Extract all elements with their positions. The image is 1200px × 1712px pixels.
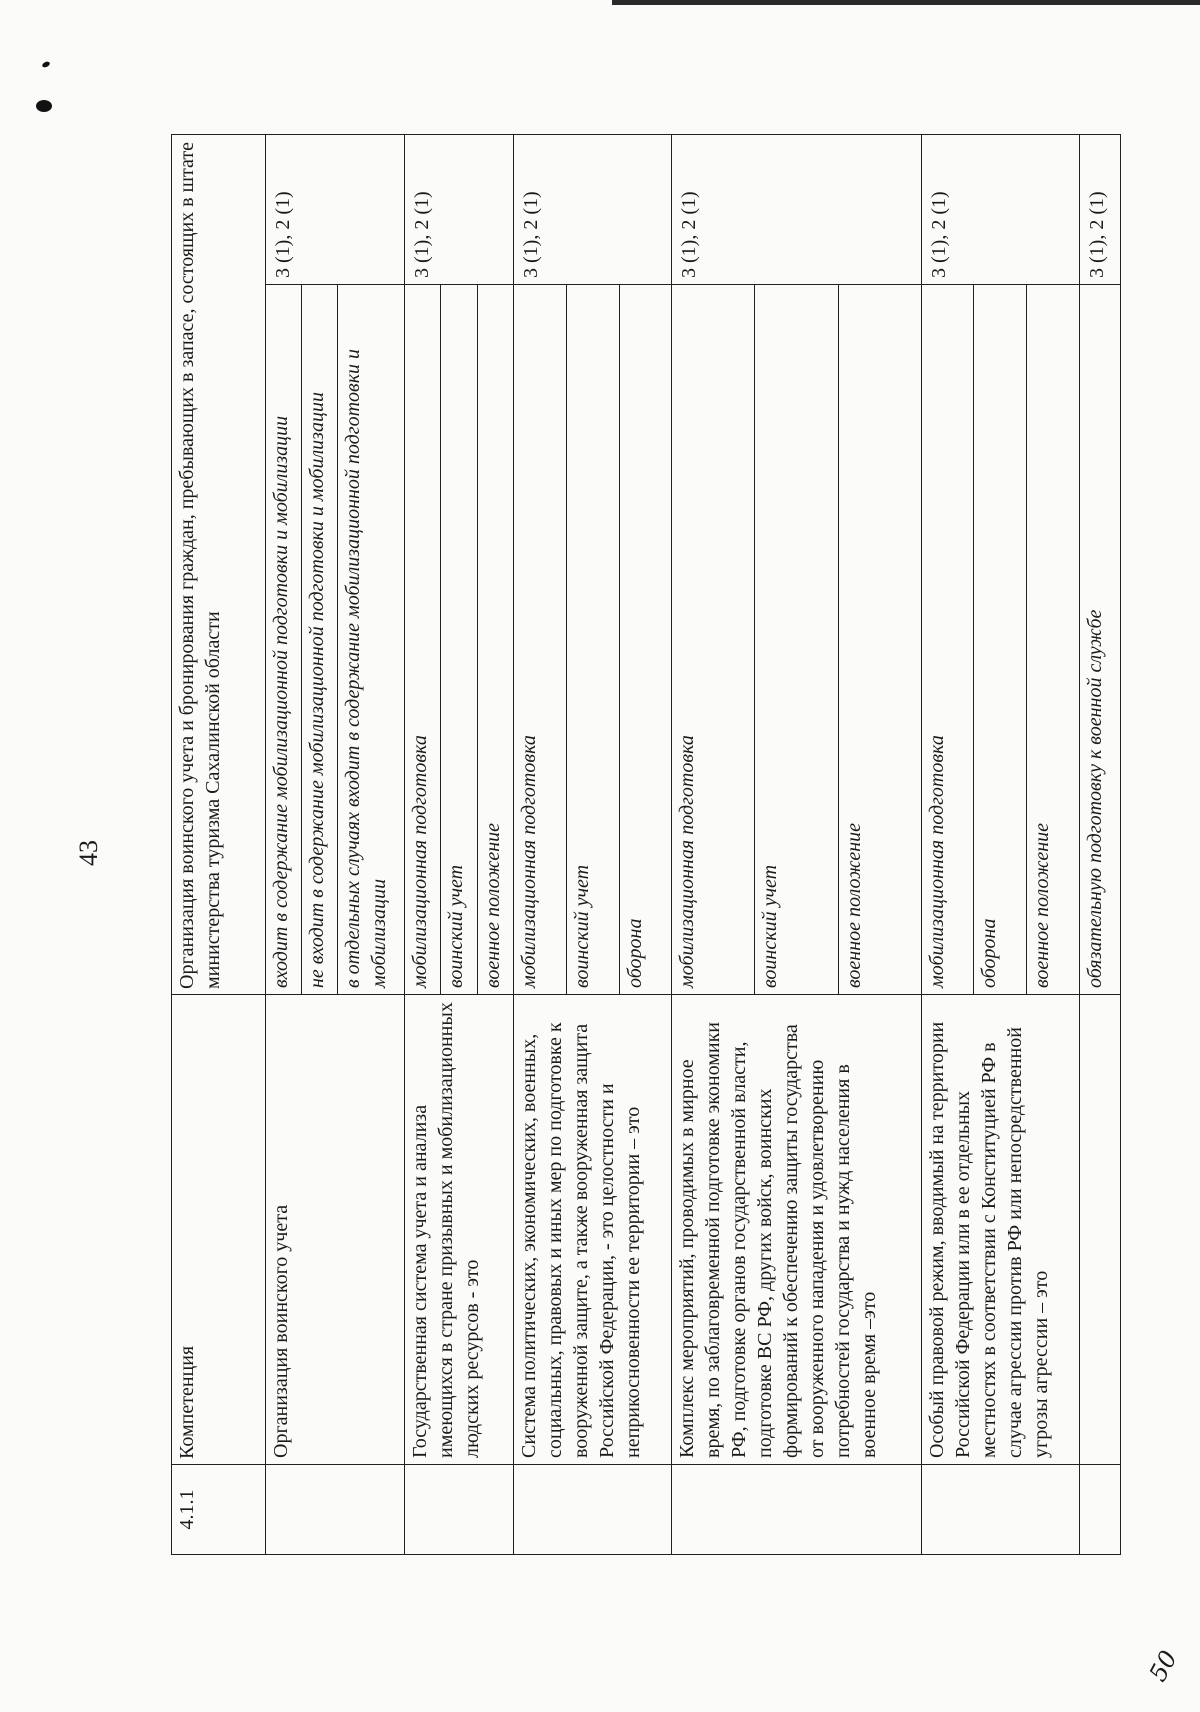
header-label: Компетенция: [172, 995, 266, 1465]
answer-option: мобилизационная подготовка: [405, 285, 441, 995]
ink-speck: [36, 100, 52, 112]
header-text: Организация воинского учета и бронирования граждан, пребывающих в запасе, состоящих в штате министерства туризма Сахалинской области: [172, 135, 266, 995]
answer-option: не входит в содержание мобилизационной подготовки и мобилизации: [302, 285, 338, 995]
empty-cell: [514, 1465, 672, 1555]
question-text: Система политических, экономических, военных, социальных, правовых и иных мер по подготовке к вооруженной защите, а также вооруженная защита Российской Федерации, - это целостности и неприкосновенности ее территории – это: [514, 995, 672, 1465]
table-header-row: [172, 135, 266, 1555]
rotated-table-container: [171, 135, 1121, 1555]
answer-option: военное положение: [1027, 285, 1080, 995]
table-row: [265, 135, 301, 1555]
empty-cell: [672, 1465, 922, 1555]
ink-speck: [41, 61, 50, 69]
competency-table: [171, 134, 1121, 1555]
answer-option: воинский учет: [441, 285, 477, 995]
question-text: Особый правовой режим, вводимый на территории Российской Федерации или в ее отдельных местностях в соответствии с Конституцией РФ в случае агрессии против РФ или непосредственной угрозы агрессии – это: [921, 995, 1079, 1465]
empty-cell: [1079, 1465, 1120, 1555]
table-row: [1079, 135, 1120, 1555]
section-number: 4.1.1: [172, 1465, 266, 1555]
empty-cell: [1079, 995, 1120, 1465]
answer-option: мобилизационная подготовка: [514, 285, 567, 995]
answer-option: военное положение: [838, 285, 921, 995]
answer-option: оборона: [619, 285, 672, 995]
answer-key: 3 (1), 2 (1): [265, 135, 404, 285]
answer-option: в отдельных случаях входит в содержание мобилизационной подготовки и мобилизации: [338, 285, 405, 995]
empty-cell: [921, 1465, 1079, 1555]
answer-key: 3 (1), 2 (1): [1079, 135, 1120, 285]
handwritten-page-mark: 50: [1143, 1645, 1183, 1687]
empty-cell: [405, 1465, 514, 1555]
answer-key: 3 (1), 2 (1): [405, 135, 514, 285]
table-row: [672, 135, 755, 1555]
answer-option: воинский учет: [566, 285, 619, 995]
question-text: Организация воинского учета: [265, 995, 404, 1465]
answer-key: 3 (1), 2 (1): [921, 135, 1079, 285]
table-row: [921, 135, 974, 1555]
table-row: [405, 135, 441, 1555]
answer-option: оборона: [974, 285, 1027, 995]
answer-key: 3 (1), 2 (1): [672, 135, 922, 285]
answer-option: мобилизационная подготовка: [672, 285, 755, 995]
answer-key: 3 (1), 2 (1): [514, 135, 672, 285]
question-text: Государственная система учета и анализа имеющихся в стране призывных и мобилизационных людских ресурсов - это: [405, 995, 514, 1465]
question-text: Комплекс мероприятий, проводимых в мирное время, по заблаговременной подготовке экономики РФ, подготовке органов государственной власти, подготовке ВС РФ, других войск, воинских формирований к обеспечению защиты государства от вооруженного нападения и удовлетворению потребностей государства и нужд населения в военное время –это: [672, 995, 922, 1465]
answer-option: обязательную подготовку к военной службе: [1079, 285, 1120, 995]
answer-option: воинский учет: [755, 285, 838, 995]
answer-option: мобилизационная подготовка: [921, 285, 974, 995]
answer-option: входит в содержание мобилизационной подготовки и мобилизации: [265, 285, 301, 995]
page-number: 43: [74, 840, 103, 866]
table-row: [514, 135, 567, 1555]
answer-option: военное положение: [477, 285, 513, 995]
top-border-line: [612, 0, 1200, 5]
empty-cell: [265, 1465, 404, 1555]
